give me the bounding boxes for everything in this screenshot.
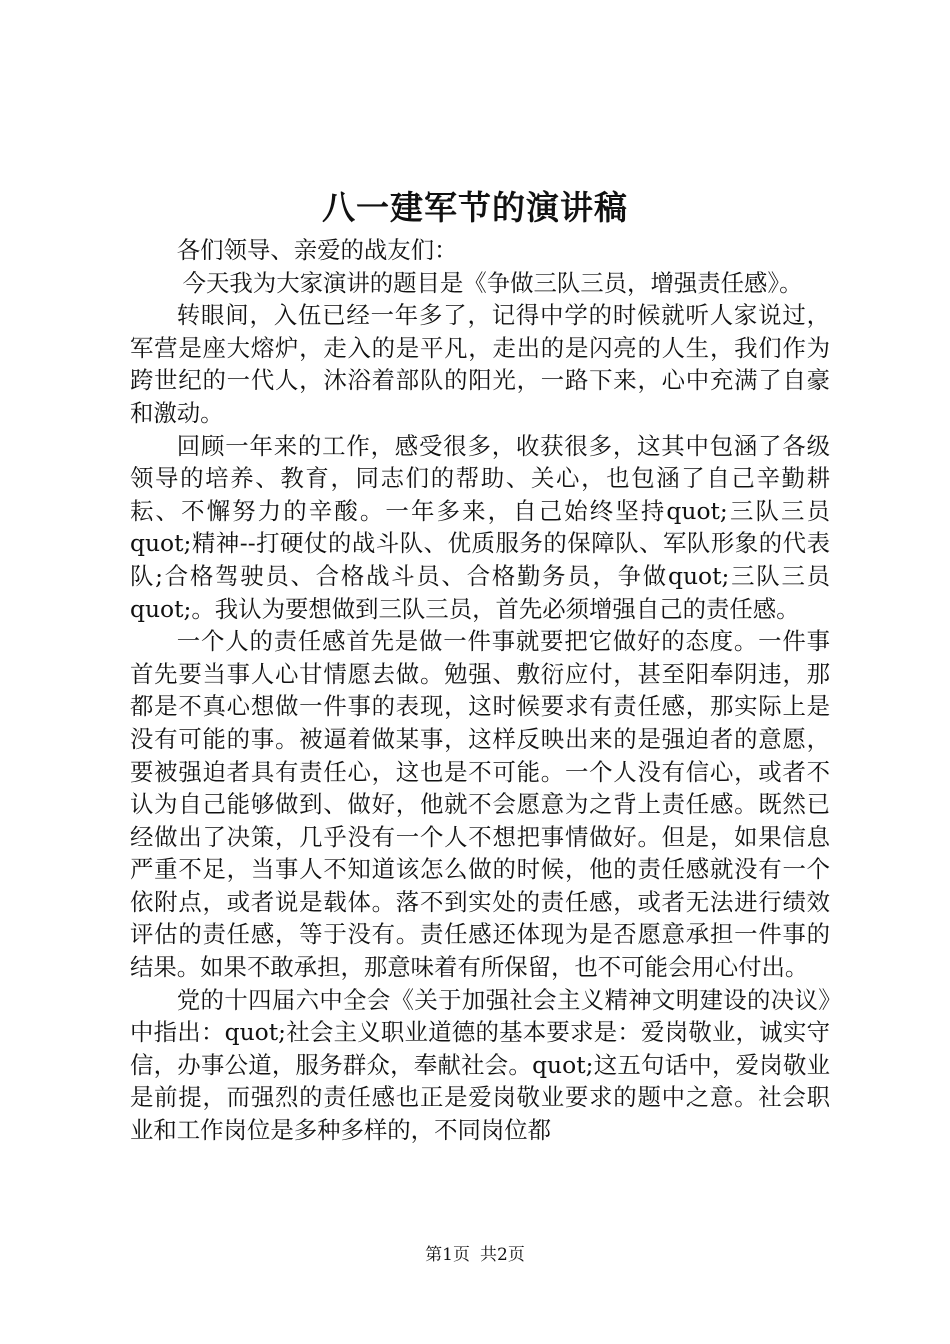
salutation-paragraph: 各们领导、亲爱的战友们： — [176, 236, 458, 264]
body-paragraph-2: 回顾一年来的工作，感受很多，收获很多，这其中包涵了各级领导的培养、教育，同志们的帮助、关心，也包涵了自己辛勤耕耘、不懈努力的辛酸。一年多来，自己始终坚持quot;三队三员quot;精神--打硬仗的战斗队、优质服务的保障队、军队形象的代表队;合格驾驶员、合格战斗员、合格勤务员，争做quot;三队三员quot;。我认为要想做到三队三员，首先必须增强自己的责任感。 — [130, 431, 830, 623]
document-title: 八一建军节的演讲稿 — [322, 188, 628, 227]
body-paragraph-4: 党的十四届六中全会《关于加强社会主义精神文明建设的决议》中指出：quot;社会主义职业道德的基本要求是：爱岗敬业，诚实守信，办事公道，服务群众，奉献社会。quot;这五句话中，爱岗敬业是前提，而强烈的责任感也正是爱岗敬业要求的题中之意。社会职业和工作岗位是多种多样的，不同岗位都 — [130, 985, 830, 1145]
topic-paragraph: 今天我为大家演讲的题目是《争做三队三员，增强责任感》。 — [182, 268, 803, 297]
page-number: 第1页 — [425, 1245, 470, 1265]
page-footer — [0, 1243, 950, 1267]
document-body — [130, 234, 830, 1147]
body-paragraph-1: 转眼间，入伍已经一年多了，记得中学的时候就听人家说过，军营是座大熔炉，走入的是平凡，走出的是闪亮的人生，我们作为跨世纪的一代人，沐浴着部队的阳光，一路下来，心中充满了自豪和激动。 — [130, 301, 830, 427]
body-paragraph-3: 一个人的责任感首先是做一件事就要把它做好的态度。一件事首先要当事人心甘情愿去做。勉强、敷衍应付，甚至阳奉阴违，那都是不真心想做一件事的表现，这时候要求有责任感，那实际上是没有可能的事。被逼着做某事，这样反映出来的是强迫者的意愿，要被强迫者具有责任心，这也是不可能。一个人没有信心，或者不认为自己能够做到、做好，他就不会愿意为之背上责任感。既然已经做出了决策，几乎没有一个人不想把事情做好。但是，如果信息严重不足，当事人不知道该怎么做的时候，他的责任感就没有一个依附点，或者说是载体。落不到实处的责任感，或者无法进行绩效评估的责任感，等于没有。责任感还体现为是否愿意承担一件事的结果。如果不敢承担，那意味着有所保留，也不可能会用心付出。 — [130, 627, 830, 982]
page-total: 共2页 — [480, 1245, 525, 1265]
